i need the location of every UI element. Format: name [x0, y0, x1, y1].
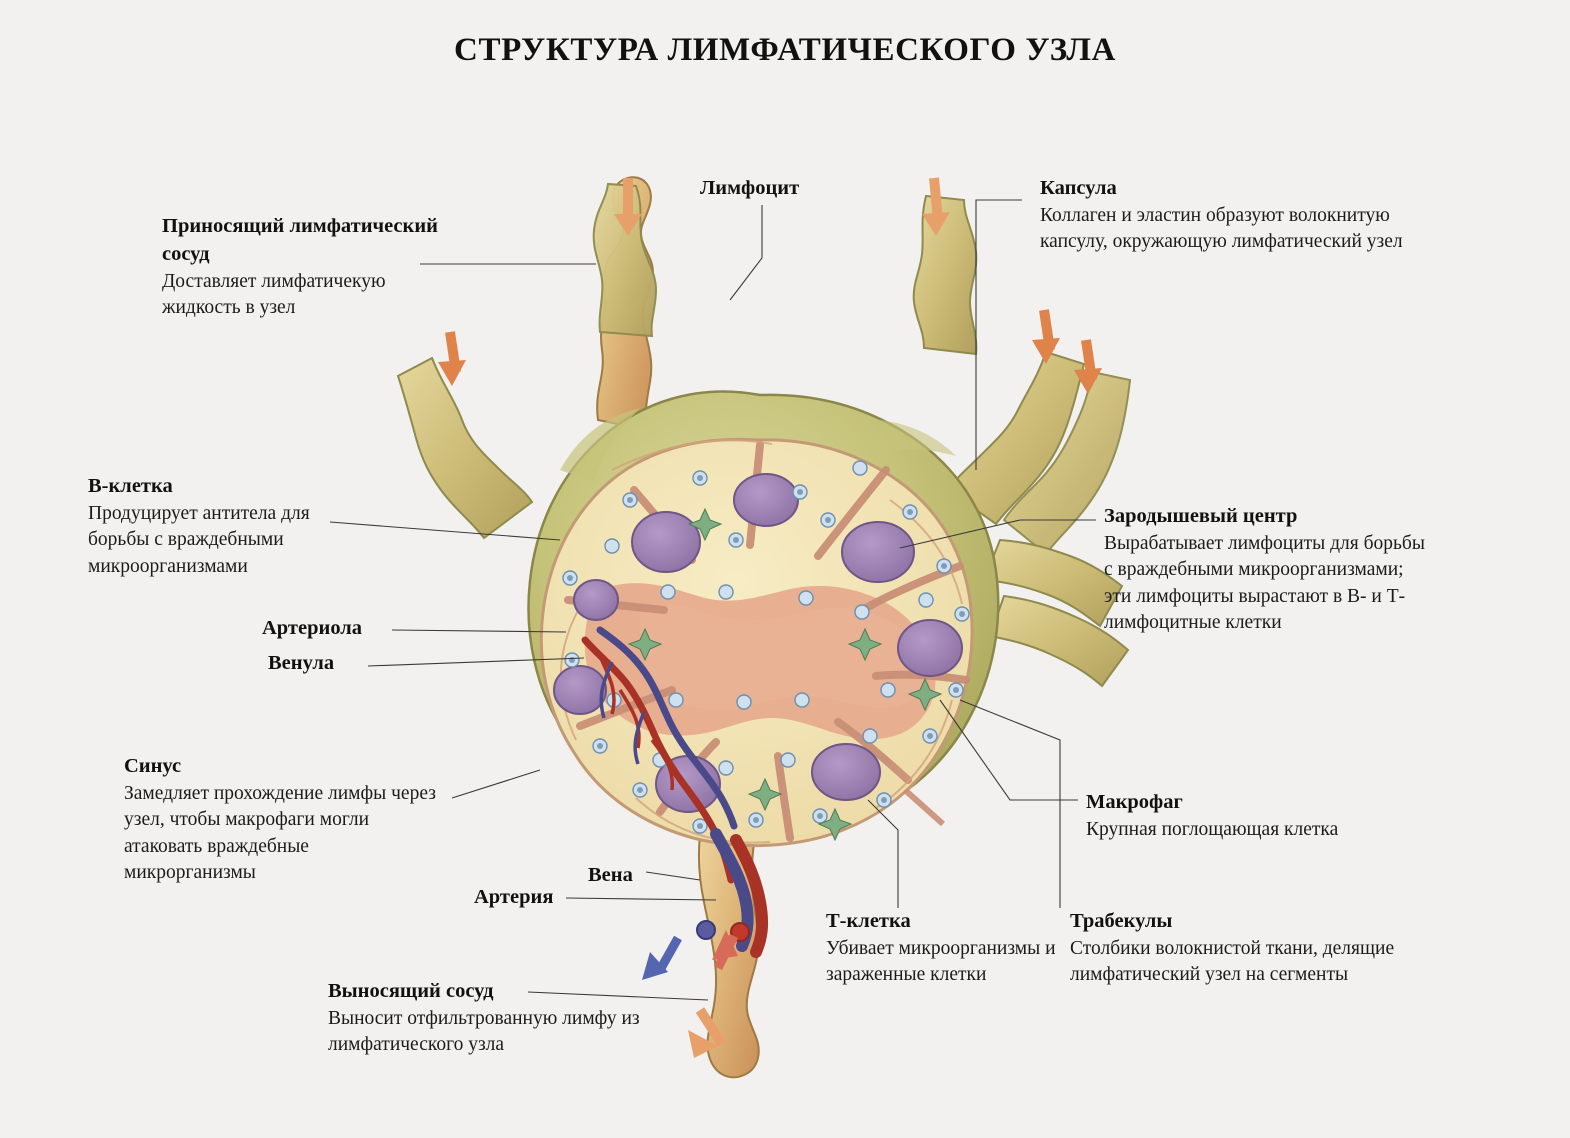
label-trabeculae-body: Столбики волокнистой ткани, делящие лимфатический узел на сегменты [1070, 937, 1395, 986]
label-b-cell [88, 473, 358, 580]
label-macrophage [1086, 789, 1426, 843]
label-capsule [1040, 175, 1440, 256]
label-efferent-vessel-body: Выносит отфильтрованную лимфу из лимфатического узла [328, 1007, 640, 1056]
label-arteriole [262, 615, 362, 643]
label-sinus-head: Синус [124, 755, 182, 777]
label-efferent-vessel-head: Выносящий сосуд [328, 980, 494, 1002]
label-vein [588, 862, 633, 890]
label-germinal-center-head: Зародышевый центр [1104, 505, 1298, 527]
label-trabeculae [1070, 908, 1470, 989]
label-germinal-center-body: Вырабатывает лимфоциты для борьбы с враждебными микроорганизмами; эти лимфоциты вырастают в B- и Т- лимфоцитные клетки [1104, 532, 1425, 634]
label-macrophage-body: Крупная поглощающая клетка [1086, 818, 1339, 840]
label-t-cell-body: Убивает микроорганизмы и зараженные клетки [826, 937, 1056, 986]
page-title: СТРУКТУРА ЛИМФАТИЧЕСКОГО УЗЛА [454, 32, 1116, 68]
label-artery [474, 884, 553, 912]
label-lymphocyte-head: Лимфоцит [700, 177, 800, 199]
label-trabeculae-head: Трабекулы [1070, 910, 1173, 932]
label-vein-head: Вена [588, 864, 633, 886]
label-macrophage-head: Макрофаг [1086, 791, 1183, 813]
label-venule-head: Венула [268, 652, 335, 674]
label-b-cell-body: Продуцирует антитела для борьбы с враждебными микроорганизмами [88, 502, 310, 577]
label-capsule-body: Коллаген и эластин образуют волокнитую капсулу, окружающую лимфатический узел [1040, 204, 1403, 253]
label-venule [268, 650, 334, 678]
label-lymphocyte [700, 175, 799, 203]
label-t-cell [826, 908, 1056, 989]
label-germinal-center [1104, 503, 1434, 637]
label-t-cell-head: Т-клетка [826, 910, 911, 932]
label-sinus-body: Замедляет прохождение лимфы через узел, чтобы макрофаги могли атаковать враждебные микрорганизмы [124, 782, 436, 884]
label-sinus [124, 753, 444, 887]
label-capsule-head: Капсула [1040, 177, 1117, 199]
label-artery-head: Артерия [474, 886, 554, 908]
label-arteriole-head: Артериола [262, 617, 363, 639]
label-b-cell-head: B-клетка [88, 475, 173, 497]
label-afferent-vessel [162, 213, 454, 322]
node-interior [541, 439, 972, 845]
label-afferent-vessel-head: Приносящий лимфатический сосуд [162, 215, 438, 265]
label-afferent-vessel-body: Доставляет лимфатичекую жидкость в узел [162, 270, 386, 319]
label-efferent-vessel [328, 978, 668, 1059]
